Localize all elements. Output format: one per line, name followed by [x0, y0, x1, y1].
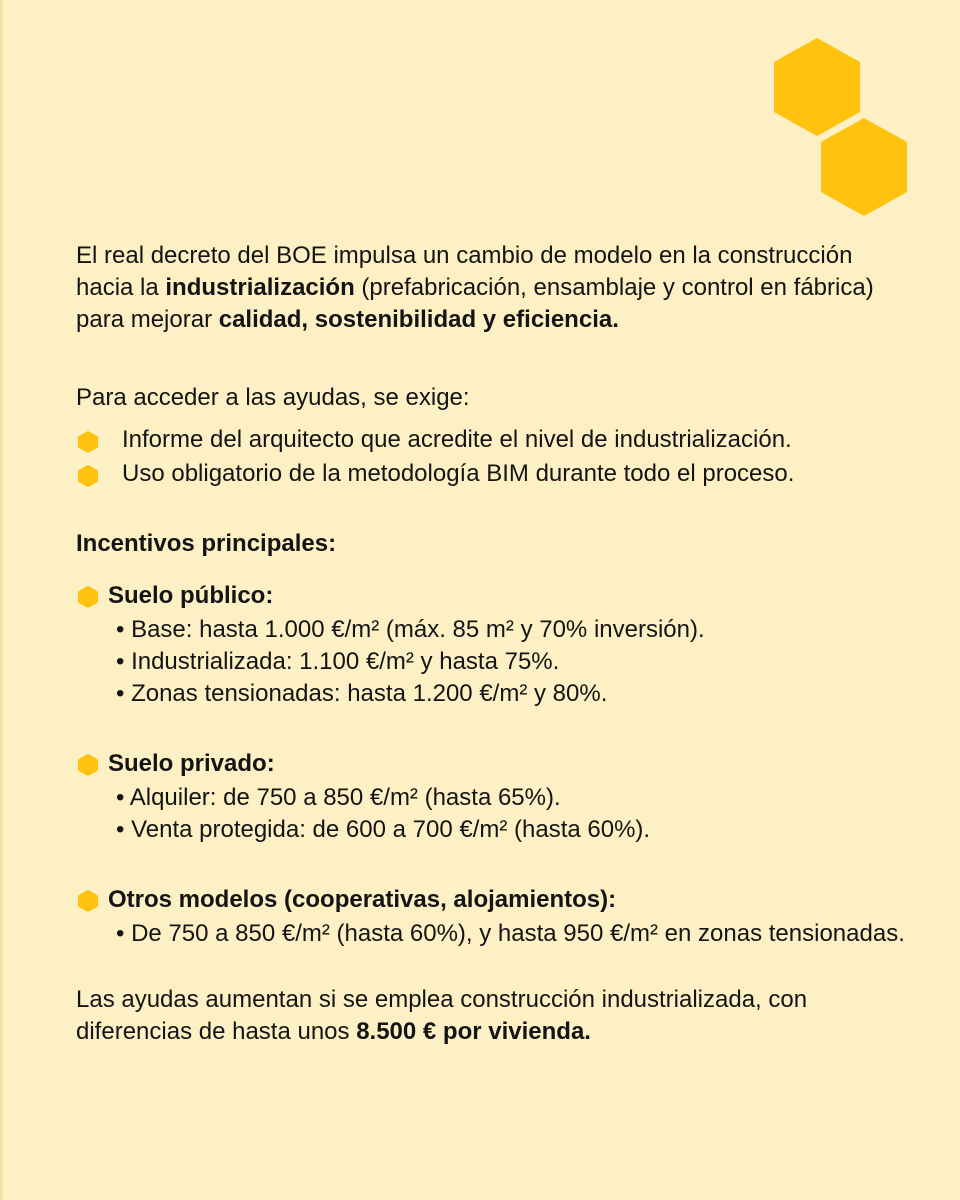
intro-bold-2: calidad, sostenibilidad y eficiencia. — [218, 306, 619, 333]
group-title: Suelo privado: — [108, 750, 275, 777]
left-border — [0, 0, 3, 1200]
outro-bold: 8.500 € por vivienda. — [356, 1018, 591, 1045]
main-content — [76, 240, 916, 1048]
requirements-lead: Para acceder a las ayudas, se exige: — [76, 384, 470, 411]
intro-bold-1: industrialización — [165, 274, 355, 301]
intro-paragraph — [76, 240, 916, 336]
hexagon-bullet-icon — [76, 889, 100, 913]
incentive-group-public — [76, 580, 916, 710]
group-title: Suelo público: — [108, 582, 274, 609]
incentive-group-other — [76, 884, 916, 950]
hexagon-bullet-icon — [76, 753, 100, 777]
group-heading — [76, 748, 916, 782]
list-item — [76, 458, 916, 492]
list-item: • Alquiler: de 750 a 850 €/m² (hasta 65%). — [116, 784, 561, 811]
list-item: • Venta protegida: de 600 a 700 €/m² (hasta 60%). — [116, 816, 651, 843]
outro-text: Las ayudas aumentan si se emplea construcción industrializada, con diferencias de hasta unos — [76, 986, 808, 1045]
hexagon-decoration-icon — [760, 30, 920, 230]
group-heading — [76, 884, 916, 918]
hexagon-bullet-icon — [76, 464, 100, 488]
hexagon-bullet-icon — [76, 585, 100, 609]
intro-text-1: El real decreto del BOE impulsa un cambio de modelo en la construcción hacia la — [76, 242, 853, 301]
list-item: • Base: hasta 1.000 €/m² (máx. 85 m² y 70% inversión). — [116, 616, 705, 643]
list-item-text: Informe del arquitecto que acredite el nivel de industrialización. — [122, 426, 792, 453]
list-item — [76, 424, 916, 458]
group-title: Otros modelos (cooperativas, alojamientos): — [108, 886, 617, 913]
group-heading — [76, 580, 916, 614]
list-item: • De 750 a 850 €/m² (hasta 60%), y hasta 950 €/m² en zonas tensionadas. — [116, 920, 905, 947]
requirements-list — [76, 424, 916, 492]
outro-paragraph — [76, 984, 916, 1048]
list-item: • Industrializada: 1.100 €/m² y hasta 75%. — [116, 648, 560, 675]
list-item: • Zonas tensionadas: hasta 1.200 €/m² y 80%. — [116, 680, 608, 707]
incentive-group-private — [76, 748, 916, 846]
hexagon-bullet-icon — [76, 430, 100, 454]
intro-text-2: (prefabricación, ensamblaje y control en fábrica) para mejorar — [76, 274, 874, 333]
incentives-title: Incentivos principales: — [76, 530, 337, 557]
list-item-text: Uso obligatorio de la metodología BIM durante todo el proceso. — [122, 460, 795, 487]
